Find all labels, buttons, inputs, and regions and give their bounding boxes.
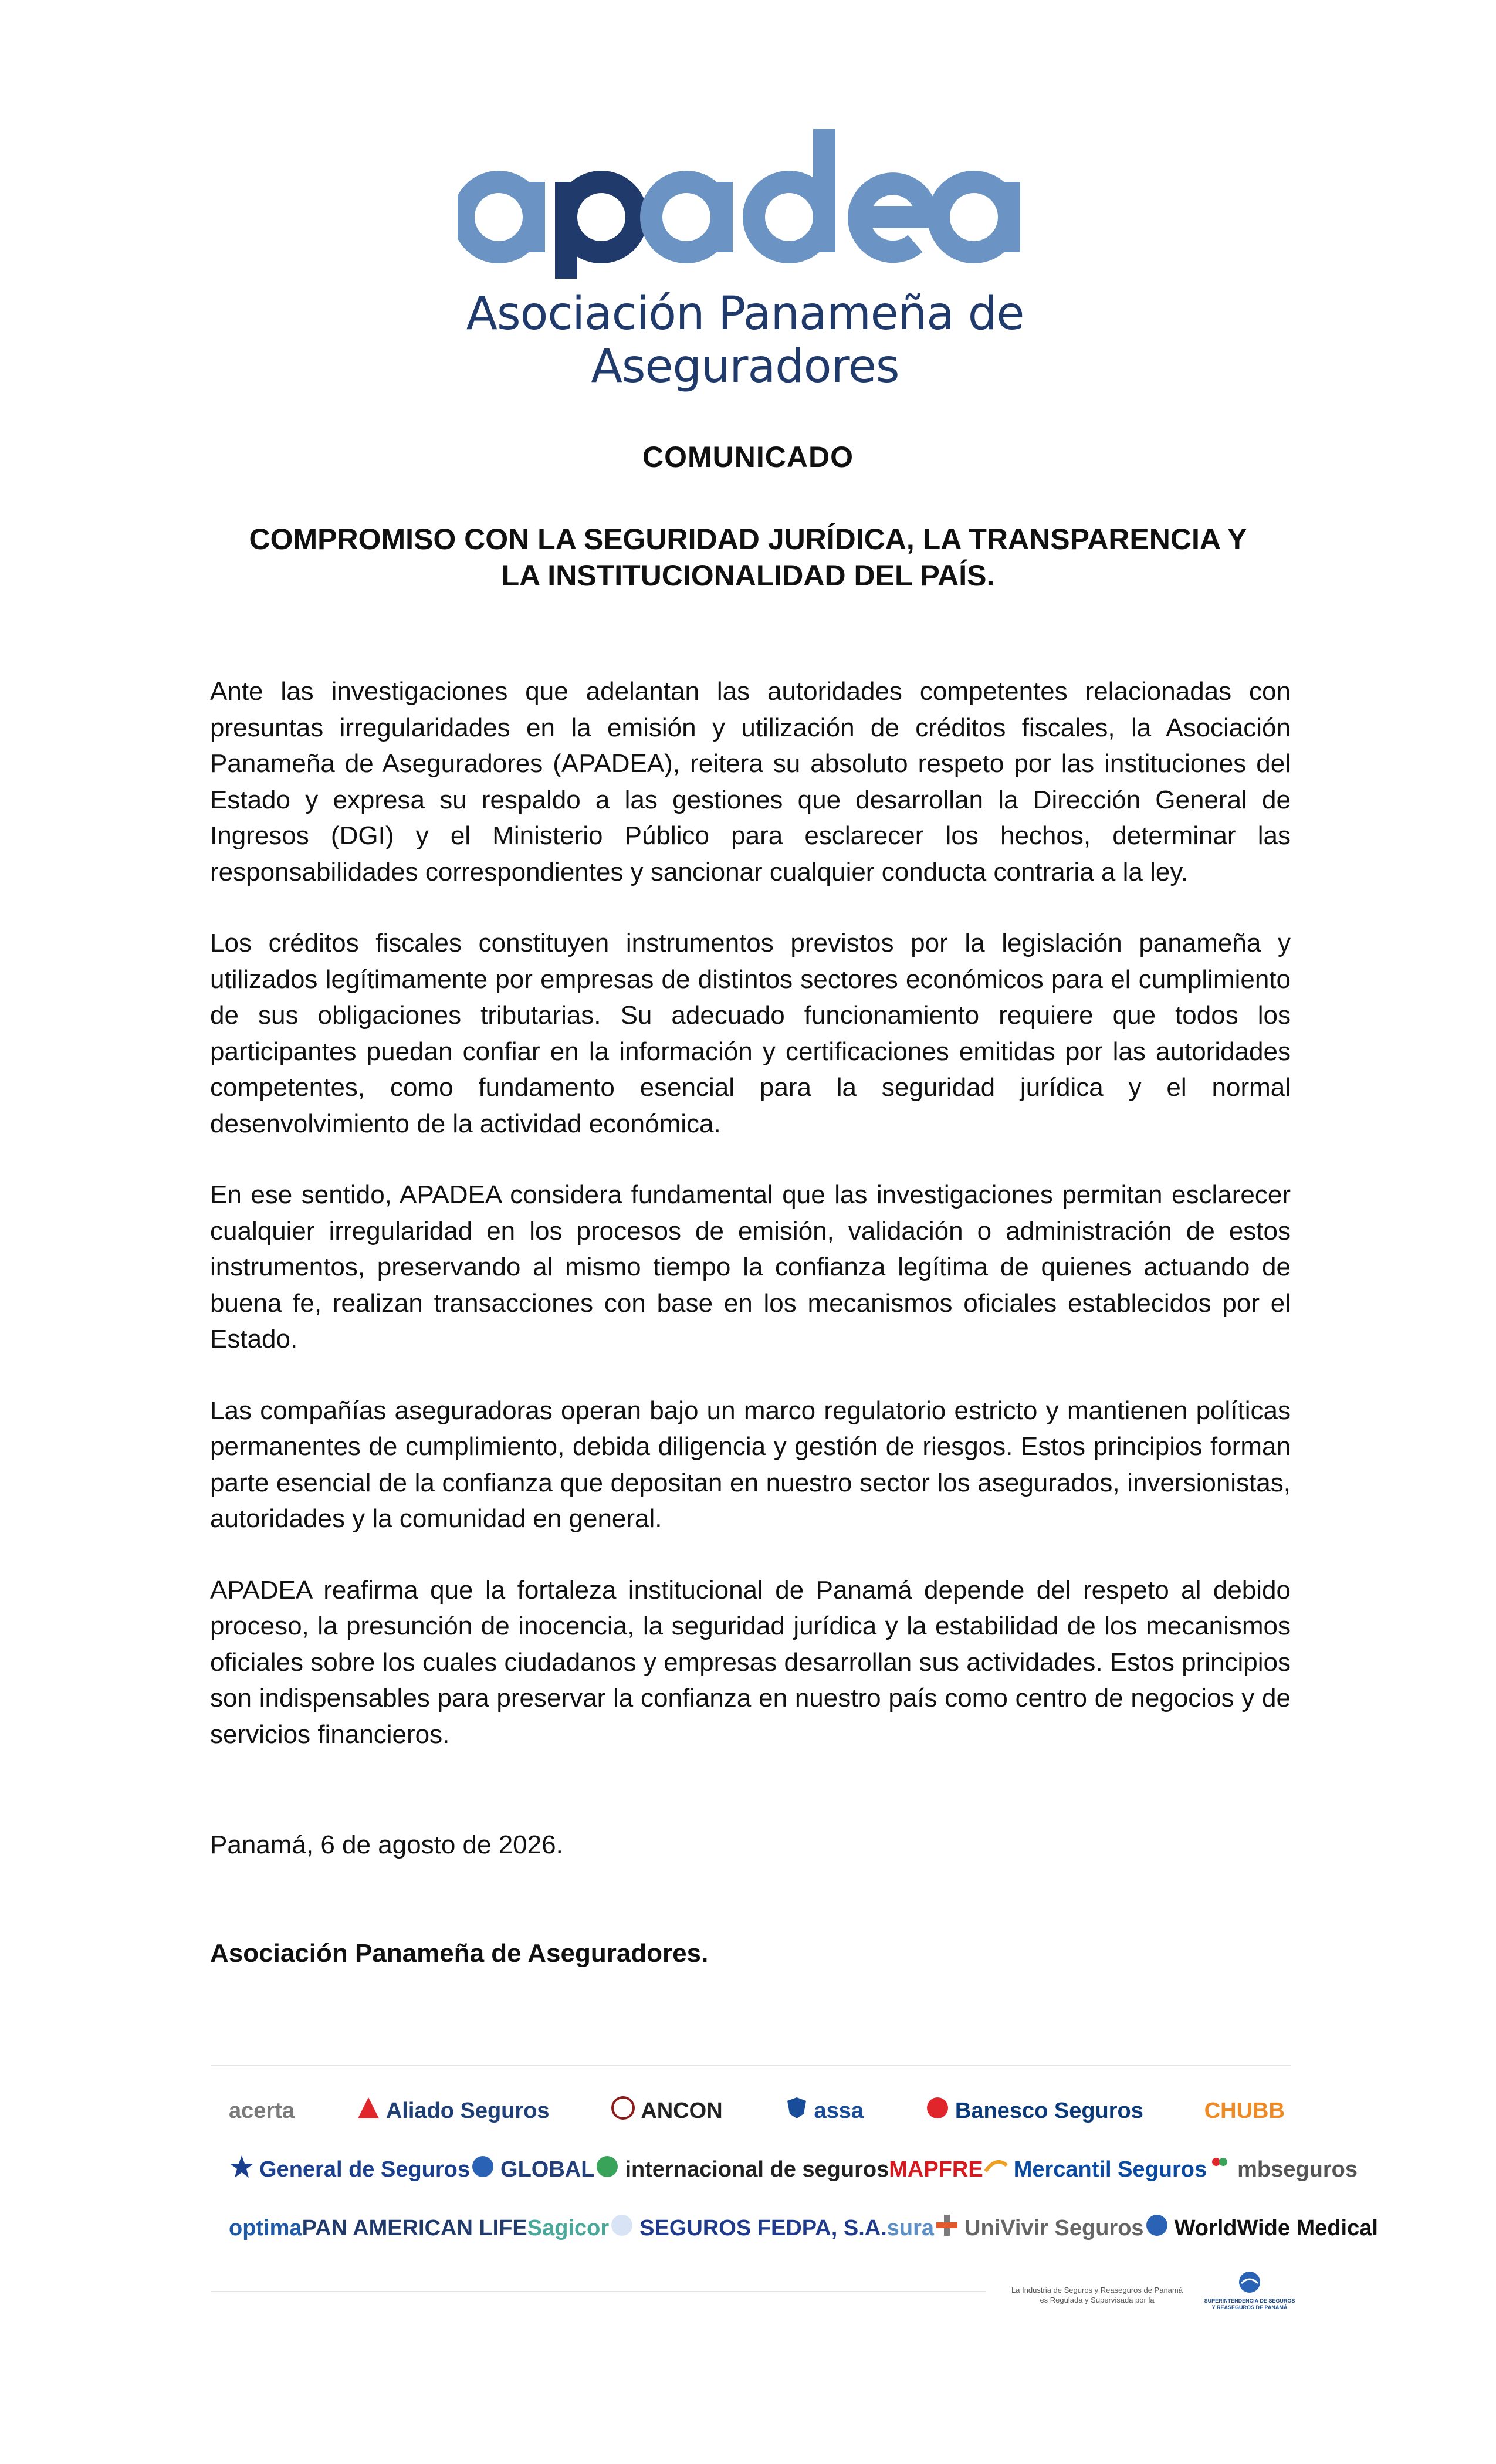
- member-logo: [229, 2099, 295, 2124]
- member-name: sura: [886, 2215, 935, 2240]
- member-name: SEGUROS FEDPA, S.A.: [639, 2215, 887, 2240]
- member-logo: [470, 2154, 594, 2185]
- member-name: acerta: [229, 2098, 295, 2123]
- member-row: [229, 2081, 1285, 2140]
- regulator-name: SUPERINTENDENCIA DE SEGUROS Y REASEGUROS DE PANAMÁ: [1204, 2298, 1295, 2310]
- member-name: WorldWide Medical: [1174, 2215, 1378, 2240]
- footer-note-line-1: La Industria de Seguros y Reaseguros de Panamá: [1011, 2286, 1183, 2294]
- cross-icon: [934, 2212, 960, 2244]
- member-logo: [609, 2212, 887, 2244]
- member-name: Mercantil Seguros: [1013, 2157, 1207, 2182]
- member-name: Aliado Seguros: [385, 2098, 550, 2123]
- member-name: assa: [814, 2098, 864, 2123]
- paragraph: Ante las investigaciones que adelantan las autoridades competentes relacionadas con presuntas irregularidades en la emisión y utilización de créditos fiscales, la Asociación Panameña de Aseguradores (APADEA), reitera su absoluto respeto por las instituciones del Estado y expresa su respaldo a las gestiones que desarrollan la Dirección General de Ingresos (DGI) y el Ministerio Público para esclarecer los hechos, determinar las responsabilidades correspondientes y sancionar cualquier conducta contraria a la ley.: [210, 677, 1291, 886]
- member-logo: [934, 2212, 1144, 2244]
- member-logo: [356, 2095, 550, 2127]
- top-divider: [211, 2065, 1291, 2066]
- globe-icon: [1144, 2212, 1170, 2244]
- member-logo: [527, 2216, 609, 2241]
- swoosh-icon: [983, 2154, 1009, 2185]
- member-logos: [229, 2081, 1378, 2257]
- shield-icon: [784, 2095, 810, 2127]
- member-name: GLOBAL: [500, 2157, 595, 2182]
- seal-icon: [610, 2095, 636, 2127]
- headline-line-2: LA INSTITUCIONALIDAD DEL PAÍS.: [501, 559, 995, 592]
- member-name: internacional de seguros: [625, 2157, 889, 2182]
- member-name: UniVivir Seguros: [964, 2215, 1144, 2240]
- member-logo: [594, 2154, 889, 2185]
- member-logo: [1204, 2099, 1285, 2124]
- member-logo: [1144, 2212, 1378, 2244]
- member-name: optima: [229, 2215, 302, 2240]
- logo-subtitle: Asociación Panameña de Aseguradores: [466, 287, 1024, 393]
- member-logo: [229, 2216, 302, 2241]
- b-icon: [925, 2095, 950, 2127]
- bottom-divider: [211, 2291, 986, 2292]
- member-logo: [887, 2216, 934, 2241]
- signature: Asociación Panameña de Aseguradores.: [210, 1939, 709, 1968]
- member-name: PAN AMERICAN LIFE: [302, 2215, 527, 2240]
- document-heading: COMUNICADO: [642, 441, 854, 473]
- member-logo: [784, 2095, 864, 2127]
- member-logo: [229, 2154, 470, 2185]
- member-logo: [302, 2216, 527, 2241]
- is-icon: [594, 2154, 620, 2185]
- member-name: Banesco Seguros: [955, 2098, 1143, 2123]
- apadea-wordmark-logo: [458, 117, 1033, 282]
- member-logo: [983, 2154, 1207, 2185]
- triangle-icon: [356, 2095, 381, 2127]
- paragraph: En ese sentido, APADEA considera fundamental que las investigaciones permitan esclarecer cualquier irregularidad en los procesos de emisión, validación o administración de estos instrumentos, preservando al mismo tiempo la confianza legítima de quienes actuando de buena fe, realizan transacciones con base en los mecanismos oficiales establecidos por el Estado.: [210, 1180, 1291, 1353]
- headline-line-1: COMPROMISO CON LA SEGURIDAD JURÍDICA, LA TRANSPARENCIA Y: [249, 523, 1247, 556]
- document-headline: [205, 521, 1291, 594]
- member-name: ANCON: [641, 2098, 723, 2123]
- member-logo: [889, 2157, 983, 2182]
- member-logo: [925, 2095, 1143, 2127]
- apadea-logo: [411, 94, 1079, 393]
- sprout-icon: [1207, 2154, 1233, 2185]
- member-logo: [610, 2095, 722, 2127]
- regulator-seal-icon: [1233, 2270, 1266, 2295]
- member-row: [229, 2140, 1358, 2199]
- member-logo: [1207, 2154, 1358, 2185]
- footer-note-line-2: es Regulada y Supervisada por la: [1040, 2296, 1155, 2304]
- paragraph: APADEA reafirma que la fortaleza institucional de Panamá depende del respeto al debido proceso, la presunción de inocencia, la seguridad jurídica y la estabilidad de los mecanismos oficiales sobre los cuales ciudadanos y empresas desarrollan sus actividades. Estos principios son indispensables para preservar la confianza en nuestro país como centro de negocios y de servicios financieros.: [210, 1575, 1291, 1749]
- member-name: MAPFRE: [889, 2157, 983, 2182]
- document-body: [210, 673, 1291, 1788]
- paragraph: Los créditos fiscales constituyen instrumentos previstos por la legislación panameña y utilizados legítimamente por empresas de distintos sectores económicos para el cumplimiento de sus obligaciones tributarias. Su adecuado funcionamiento requiere que todos los participantes puedan confiar en la información y certificaciones emitidas por las autoridades competentes, como fundamento esencial para la seguridad jurídica y el normal desenvolvimiento de la actividad económica.: [210, 929, 1291, 1138]
- member-name: General de Seguros: [259, 2157, 471, 2182]
- globe-icon: [470, 2154, 496, 2185]
- document-date: Panamá, 6 de agosto de 2026.: [210, 1830, 563, 1859]
- member-name: mbseguros: [1237, 2157, 1358, 2182]
- member-row: [229, 2199, 1378, 2257]
- footer-note: [986, 2285, 1209, 2305]
- member-name: CHUBB: [1204, 2098, 1285, 2123]
- paragraph: Las compañías aseguradoras operan bajo un marco regulatorio estricto y mantienen políticas permanentes de cumplimiento, debida diligencia y gestión de riesgos. Estos principios forman parte esencial de la confianza que depositan en nuestro sector los asegurados, inversionistas, autoridades y la comunidad en general.: [210, 1396, 1291, 1533]
- star-icon: [229, 2154, 255, 2185]
- member-name: Sagicor: [527, 2215, 610, 2240]
- hands-icon: [609, 2212, 635, 2244]
- regulator-logo: [1203, 2270, 1297, 2311]
